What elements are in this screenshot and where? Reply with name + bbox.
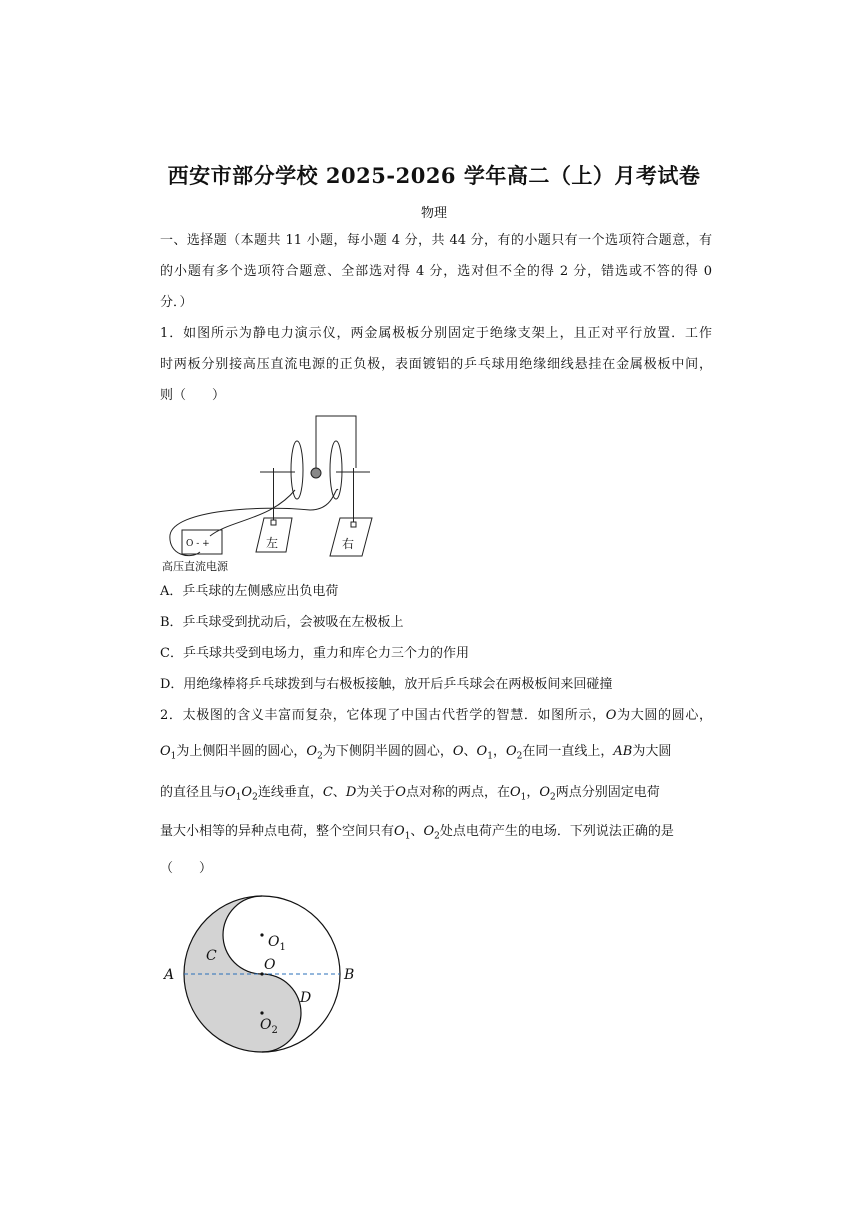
q2-stem-line-4: 量大小相等的异种点电荷，整个空间只有$O_1$、$O_2$处点电荷产生的电场．下列说法正确的是 — [160, 824, 674, 842]
q1-option-a: A．乒乓球的左侧感应出负电荷 — [160, 584, 339, 599]
point-o1 — [260, 933, 263, 936]
left-label: 左 — [266, 536, 279, 550]
q1-option-c: C．乒乓球共受到电场力，重力和库仑力三个力的作用 — [160, 646, 469, 661]
q2-stem-line-2: $O_1$为上侧阳半圆的圆心，$O_2$为下侧阴半圆的圆心，O、$O_1$，$O_2$在同一直线上，AB为大圆 — [160, 744, 672, 762]
q1-option-b: B．乒乓球受到扰动后，会被吸在左极板上 — [160, 615, 404, 630]
q2-stem-line-1: 2．太极图的含义丰富而复杂，它体现了中国古代哲学的智慧．如图所示，O为大圆的圆心， — [160, 708, 712, 723]
q1-stem-line-3: 则（ ） — [160, 388, 226, 403]
q2-stem-line-5: （ ） — [160, 861, 213, 876]
label-d: D — [300, 990, 312, 1006]
label-o2: $O_2$ — [260, 1017, 278, 1036]
label-a: A — [164, 967, 175, 983]
paper-title: 西安市部分学校 2025-2026 学年高二（上）月考试卷 — [167, 163, 701, 188]
point-o2 — [260, 1011, 263, 1014]
right-label: 右 — [342, 537, 355, 551]
label-c: C — [206, 948, 217, 964]
label-o: O — [264, 957, 276, 973]
power-supply-label: 高压直流电源 — [162, 560, 228, 573]
q2-stem-line-3: 的直径且与$O_1O_2$连线垂直，C、D为关于O点对称的两点，在$O_1$，$O_2$两点分别固定电荷 — [160, 785, 660, 803]
section-intro-line-1: 一、选择题（本题共 11 小题，每小题 4 分，共 44 分，有的小题只有一个选项符合题意，有 — [160, 233, 712, 248]
paper-subject: 物理 — [420, 206, 447, 221]
suspension-frame — [316, 416, 356, 468]
left-metal-plate — [291, 441, 303, 499]
ping-pong-ball — [311, 468, 321, 478]
section-intro-line-3: 分．） — [160, 295, 193, 310]
label-o1: $O_1$ — [268, 934, 286, 953]
q1-apparatus-figure — [160, 410, 390, 575]
q1-stem-line-1: 1．如图所示为静电力演示仪，两金属极板分别固定于绝缘支架上，且正对平行放置．工作 — [160, 326, 712, 341]
q2-taiji-figure — [158, 888, 368, 1063]
power-symbol: O - + — [186, 539, 210, 549]
q1-option-d: D．用绝缘棒将乒乓球拨到与右极板接触，放开后乒乓球会在两极板间来回碰撞 — [160, 677, 613, 692]
q1-stem-line-2: 时两板分别接高压直流电源的正负极，表面镀铝的乒乓球用绝缘细线悬挂在金属极板中间， — [160, 357, 712, 372]
section-intro-line-2: 的小题有多个选项符合题意、全部选对得 4 分，选对但不全的得 2 分，错选或不答的得 0 — [160, 264, 712, 279]
label-b: B — [344, 967, 355, 983]
